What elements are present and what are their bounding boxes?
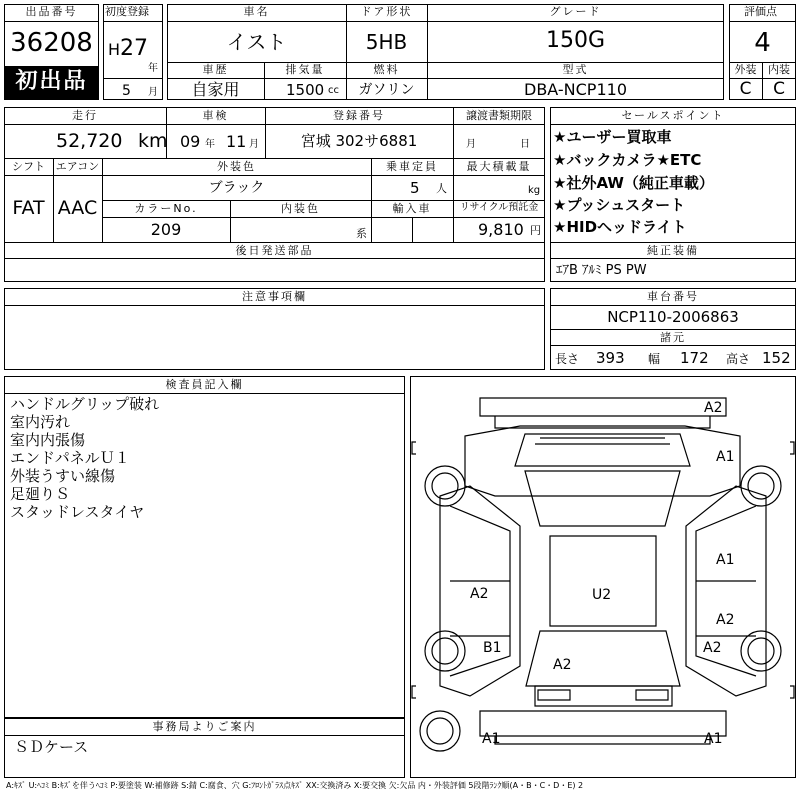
shift-label: シフト <box>12 160 45 173</box>
first-registration-year: 27 <box>120 36 148 61</box>
later-parts-label: 後日発送部品 <box>235 244 314 257</box>
aircon-label: エアコン <box>55 160 100 173</box>
aircon: AAC <box>57 197 98 219</box>
inspector-note: 室内内張傷 <box>10 431 86 449</box>
transfer-month-label: 月 <box>466 139 476 150</box>
fuel-label: 燃料 <box>373 63 400 76</box>
damage-mark-rear-right: A1 <box>704 731 723 747</box>
mileage: 52,720 <box>56 130 123 152</box>
history-label: 車歴 <box>202 63 229 76</box>
exterior-label: 外装 <box>734 63 757 76</box>
car-name: イスト <box>226 30 287 54</box>
car-diagram <box>410 376 796 778</box>
displacement: 1500 <box>286 81 325 99</box>
score-label: 評価点 <box>744 5 777 18</box>
door-type: 5HB <box>365 30 408 54</box>
score: 4 <box>754 28 771 58</box>
recycle-label: リサイクル預託金 <box>459 202 539 213</box>
height-label: 高さ <box>726 352 751 366</box>
import-label: 輸入車 <box>392 202 432 215</box>
month-unit: 月 <box>148 87 158 98</box>
interior-color-label: 内装色 <box>281 202 320 215</box>
inspection-label: 車検 <box>202 109 229 122</box>
first-registration-month: 5 <box>122 83 131 99</box>
damage-mark-right-rear: A2 <box>703 640 722 656</box>
sales-point: ★バックカメラ★ETC <box>553 151 702 169</box>
era-label: H <box>108 40 121 59</box>
history: 自家用 <box>191 80 240 99</box>
inspector-note: エンドパネルＵ１ <box>10 449 130 467</box>
width-value: 172 <box>680 349 709 367</box>
width-label: 幅 <box>648 352 661 366</box>
inspector-label: 検査員記入欄 <box>165 378 244 391</box>
inspector-note: 室内汚れ <box>10 413 71 431</box>
inspection-year: 09 <box>180 132 201 151</box>
recycle-amount: 9,810 <box>478 220 524 239</box>
sales-points-label: セールスポイント <box>621 109 725 122</box>
capacity: 5 <box>410 179 420 197</box>
office-note: ＳＤケース <box>14 738 89 756</box>
first-listing-badge: 初出品 <box>5 66 98 99</box>
color-number-label: カラーNo. <box>134 202 198 215</box>
interior-label: 内装 <box>768 63 790 76</box>
inspector-note: 外装うすい線傷 <box>10 467 116 485</box>
registration-number: 宮城 302サ6881 <box>300 132 418 150</box>
standard-equipment: ｴｱB ｱﾙﾐ PS PW <box>556 263 647 278</box>
inspector-note: スタッドレスタイヤ <box>10 503 145 521</box>
model-code-label: 型式 <box>562 63 589 76</box>
first-registration-label: 初度登録 <box>105 5 149 18</box>
inspection-month: 11 <box>226 132 247 151</box>
interior-grade: C <box>773 79 785 99</box>
yen-unit: 円 <box>530 224 541 237</box>
damage-mark-front: A2 <box>704 400 723 416</box>
capacity-label: 乗車定員 <box>386 160 438 173</box>
people-unit: 人 <box>436 182 447 195</box>
damage-mark-left-rear: B1 <box>483 640 502 656</box>
height-value: 152 <box>762 349 791 367</box>
grade: 150G <box>545 28 606 53</box>
damage-mark-fr-right: A1 <box>716 449 735 465</box>
damage-mark-right-rear-door: A2 <box>716 612 735 628</box>
shift: FAT <box>12 197 45 219</box>
damage-mark-roof: U2 <box>592 587 612 603</box>
sales-point: ★社外AW（純正車載） <box>553 174 714 192</box>
lot-number: 36208 <box>10 28 93 58</box>
fuel: ガソリン <box>358 82 415 98</box>
km-unit: km <box>138 130 168 152</box>
length-value: 393 <box>596 349 625 367</box>
max-load-label: 最大積載量 <box>466 160 532 173</box>
standard-equipment-label: 純正装備 <box>647 244 699 257</box>
damage-mark-left-door: A2 <box>470 586 489 602</box>
notes-label: 注意事項欄 <box>242 290 307 303</box>
kg-unit: kg <box>528 185 541 196</box>
length-label: 長さ <box>555 352 580 366</box>
year-unit: 年 <box>148 63 158 74</box>
chassis-label: 車台番号 <box>647 290 699 303</box>
lot-number-label: 出品番号 <box>25 5 78 18</box>
chassis-number: NCP110-2006863 <box>607 308 739 326</box>
exterior-color: ブラック <box>208 180 265 196</box>
mileage-label: 走行 <box>72 109 98 122</box>
grade-label: グレード <box>549 5 602 18</box>
inspection-month-unit: 月 <box>249 139 259 150</box>
sales-point: ★HIDヘッドライト <box>553 218 687 236</box>
registration-label: 登録番号 <box>333 109 385 122</box>
damage-mark-tailgate: A2 <box>553 657 572 673</box>
car-name-label: 車名 <box>243 5 270 18</box>
inspector-note: 足廻りＳ <box>10 485 71 503</box>
sales-point: ★ユーザー買取車 <box>553 128 672 146</box>
exterior-grade: C <box>739 79 752 99</box>
transfer-period-label: 譲渡書類期限 <box>466 109 532 122</box>
model-code: DBA-NCP110 <box>524 80 627 99</box>
cc-unit: cc <box>328 85 339 96</box>
inspector-note: ハンドルグリップ破れ <box>10 395 160 413</box>
line-unit: 系 <box>356 227 367 240</box>
inspection-year-unit: 年 <box>205 139 215 150</box>
office-label: 事務局よりご案内 <box>152 720 257 733</box>
door-type-label: ドア形状 <box>360 5 413 18</box>
sales-point: ★プッシュスタート <box>553 196 686 214</box>
displacement-label: 排気量 <box>285 63 325 76</box>
legend: A:ｷｽﾞ U:ﾍｺﾐ B:ｷｽﾞを伴うﾍｺﾐ P:要塗装 W:補修跡 S:錆 C:腐食、穴 G:ﾌﾛﾝﾄｶﾞﾗｽ点ｷｽﾞ XX:交換済み X:要交換 欠:欠品 内・外装評価 5段階ﾗﾝｸ順(A・B・C・D・E) 2 <box>6 781 584 790</box>
color-number: 209 <box>150 220 182 239</box>
damage-mark-rear-left: A1 <box>482 731 501 747</box>
damage-mark-right-door: A1 <box>716 552 735 568</box>
dimensions-label: 諸元 <box>660 331 686 344</box>
exterior-color-label: 外装色 <box>217 160 256 173</box>
transfer-day-label: 日 <box>520 139 530 150</box>
